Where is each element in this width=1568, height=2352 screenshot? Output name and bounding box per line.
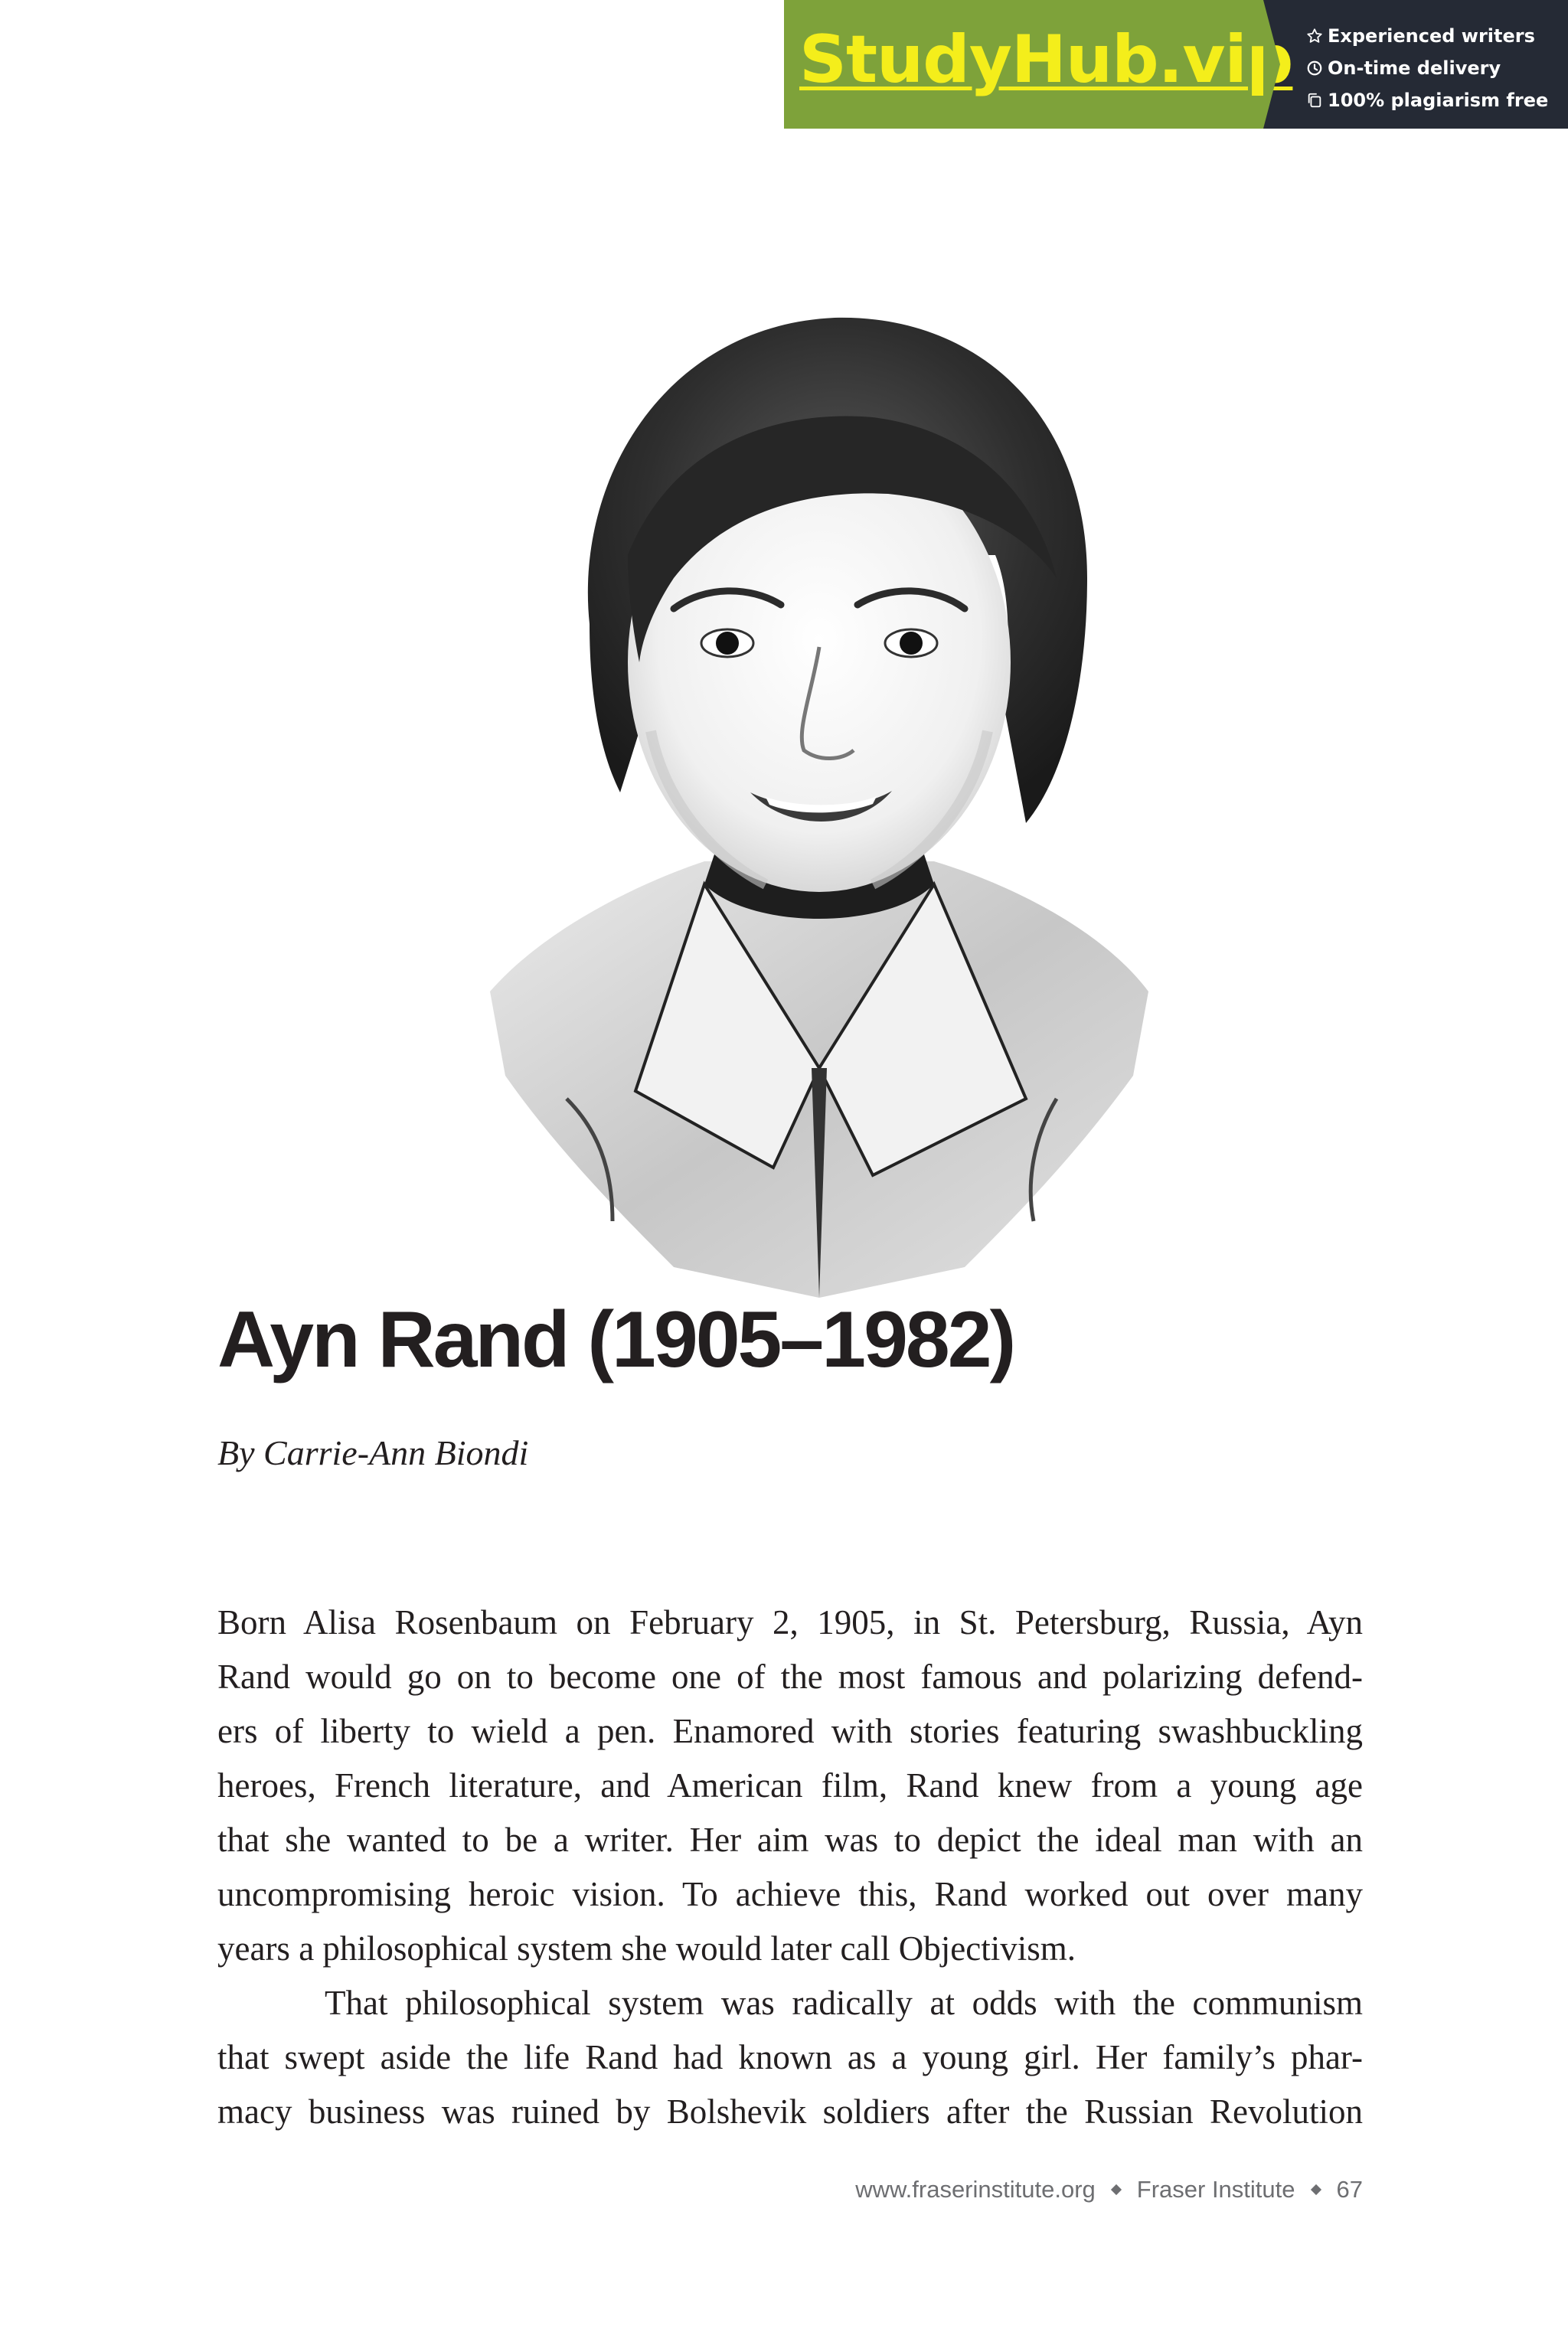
body-line: ers of liberty to wield a pen. Enamored with stories featuring swashbuckling bbox=[217, 1712, 1363, 1750]
copy-icon bbox=[1306, 92, 1323, 109]
feature-item bbox=[1306, 52, 1568, 84]
body-line: That philosophical system was radically at odds with the communism bbox=[325, 1984, 1363, 2022]
feature-item bbox=[1306, 20, 1568, 52]
footer-publisher: Fraser Institute bbox=[1136, 2176, 1295, 2203]
body-line: years a philosophical system she would later call Objectivism. bbox=[217, 1929, 1076, 1968]
body-line: Born Alisa Rosenbaum on February 2, 1905, in St. Petersburg, Russia, Ayn bbox=[217, 1603, 1363, 1642]
diamond-separator-icon bbox=[1111, 2184, 1122, 2195]
feature-list bbox=[1263, 0, 1568, 129]
body-line: uncompromising heroic vision. To achieve this, Rand worked out over many bbox=[217, 1875, 1363, 1913]
article-title: Ayn Rand (1905–1982) bbox=[217, 1295, 1014, 1384]
article-body bbox=[217, 1596, 1363, 2139]
body-line: heroes, French literature, and American film, Rand knew from a young age bbox=[217, 1766, 1363, 1805]
body-line: that swept aside the life Rand had known as a young girl. Her family’s phar- bbox=[217, 2038, 1363, 2076]
body-line: Rand would go on to become one of the most famous and polarizing defend- bbox=[217, 1658, 1363, 1696]
feature-item bbox=[1306, 84, 1568, 116]
page-number: 67 bbox=[1336, 2176, 1363, 2203]
diamond-separator-icon bbox=[1310, 2184, 1321, 2195]
portrait-sketch-image bbox=[475, 302, 1164, 1313]
feature-label: 100% plagiarism free bbox=[1328, 90, 1549, 111]
page-footer bbox=[855, 2173, 1363, 2207]
body-line: macy business was ruined by Bolshevik soldiers after the Russian Revolution bbox=[217, 2092, 1363, 2131]
studyhub-banner[interactable] bbox=[784, 0, 1568, 129]
clock-icon bbox=[1306, 60, 1323, 77]
brand-logo[interactable]: StudyHub.vip bbox=[799, 21, 1293, 98]
star-icon bbox=[1306, 28, 1323, 44]
body-line: that she wanted to be a writer. Her aim was to depict the ideal man with an bbox=[217, 1821, 1363, 1859]
footer-website-link[interactable]: www.fraserinstitute.org bbox=[855, 2176, 1096, 2203]
article-byline: By Carrie-Ann Biondi bbox=[217, 1433, 529, 1472]
brand-panel bbox=[784, 0, 1293, 129]
feature-label: Experienced writers bbox=[1328, 25, 1535, 47]
feature-label: On-time delivery bbox=[1328, 57, 1501, 79]
